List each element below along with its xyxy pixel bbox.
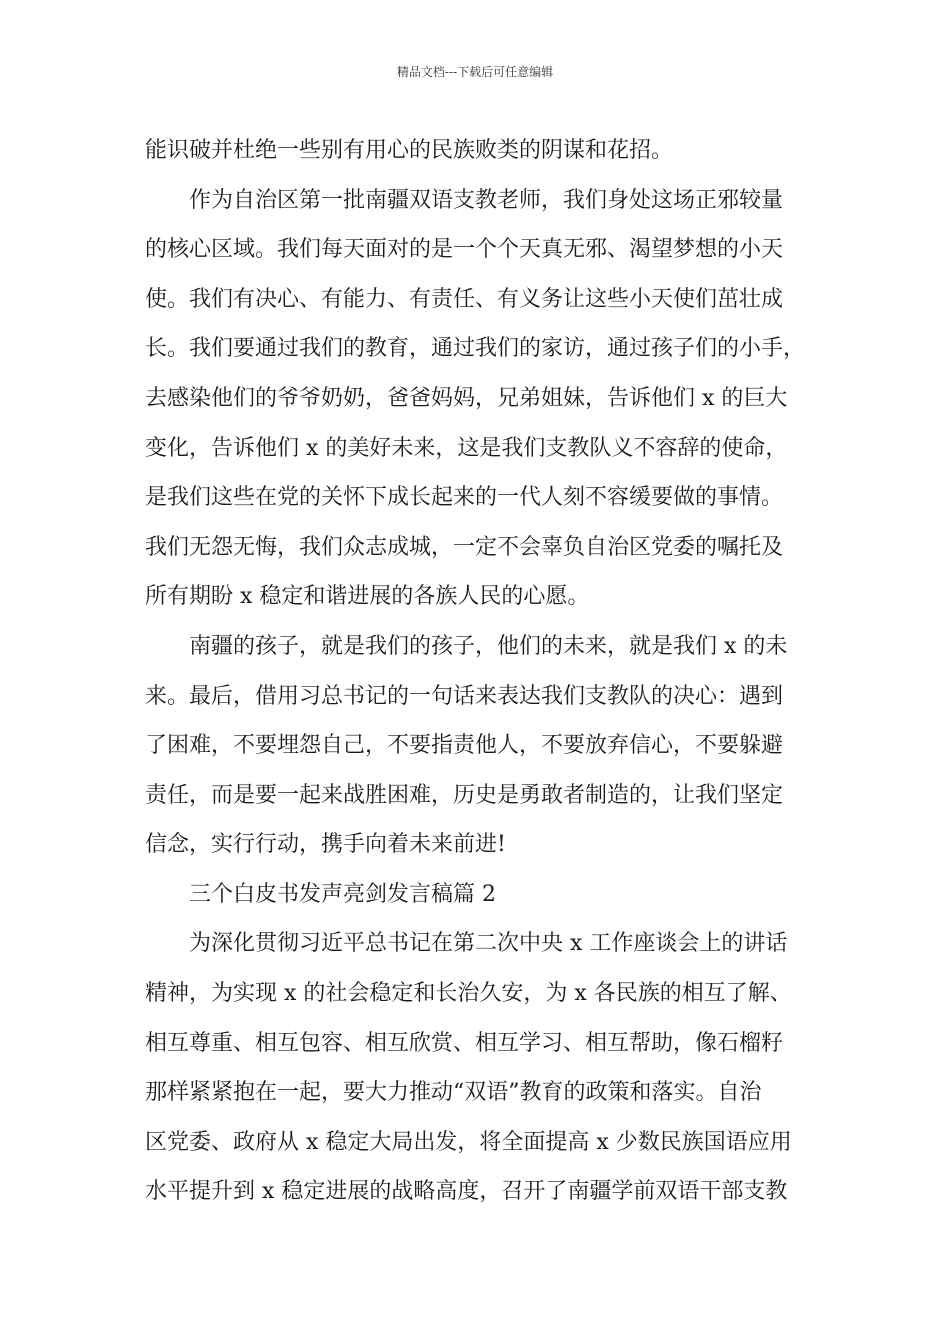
text-line: 使。我们有决心、有能力、有责任、有义务让这些小天使们茁壮成 (145, 287, 784, 312)
text-line: 是我们这些在党的关怀下成长起来的一代人刻不容缓要做的事情。 (145, 485, 784, 510)
text-line: 变化，告诉他们 x 的美好未来，这是我们支教队义不容辞的使命， (145, 436, 788, 461)
text-line: 信念，实行行动，携手向着未来前进! (145, 832, 506, 857)
text-line: 去感染他们的爷爷奶奶，爸爸妈妈，兄弟姐妹，告诉他们 x 的巨大 (145, 386, 788, 411)
text-line: 长。我们要通过我们的教育，通过我们的家访，通过孩子们的小手， (145, 336, 806, 361)
paragraph-start-line: 作为自治区第一批南疆双语支教老师，我们身处这场正邪较量 (189, 188, 784, 213)
text-line: 来。最后，借用习总书记的一句话来表达我们支教队的决心：遇到 (145, 684, 784, 709)
text-line: 相互尊重、相互包容、相互欣赏、相互学习、相互帮助，像石榴籽 (145, 1031, 784, 1056)
page-header: 精品文档---下载后可任意编辑 (396, 65, 554, 79)
text-line: 所有期盼 x 稳定和谐进展的各族人民的心愿。 (145, 584, 590, 609)
paragraph-start-line: 为深化贯彻习近平总书记在第二次中央 x 工作座谈会上的讲话 (189, 931, 788, 956)
text-line: 责任，而是要一起来战胜困难，历史是勇敢者制造的，让我们坚定 (145, 783, 784, 808)
text-line: 精神，为实现 x 的社会稳定和长治久安，为 x 各民族的相互了解、 (145, 981, 792, 1006)
text-line: 水平提升到 x 稳定进展的战略高度，召开了南疆学前双语干部支教 (145, 1179, 788, 1204)
paragraph-start-line: 南疆的孩子，就是我们的孩子，他们的未来，就是我们 x 的未 (189, 634, 788, 659)
text-line: 那样紧紧抱在一起，要大力推动“双语”教育的政策和落实。自治 (145, 1080, 762, 1105)
text-line: 的核心区域。我们每天面对的是一个个天真无邪、渴望梦想的小天 (145, 237, 784, 262)
text-line: 区党委、政府从 x 稳定大局出发，将全面提高 x 少数民族国语应用 (145, 1130, 792, 1155)
text-line: 能识破并杜绝一些别有用心的民族败类的阴谋和花招。 (145, 138, 674, 163)
text-line: 了困难，不要埋怨自己，不要指责他人，不要放弃信心，不要躲避 (145, 733, 784, 758)
text-line: 我们无怨无悔，我们众志成城，一定不会辜负自治区党委的嘱托及 (145, 535, 784, 560)
section-heading: 三个白皮书发声亮剑发言稿篇 2 (189, 882, 496, 907)
